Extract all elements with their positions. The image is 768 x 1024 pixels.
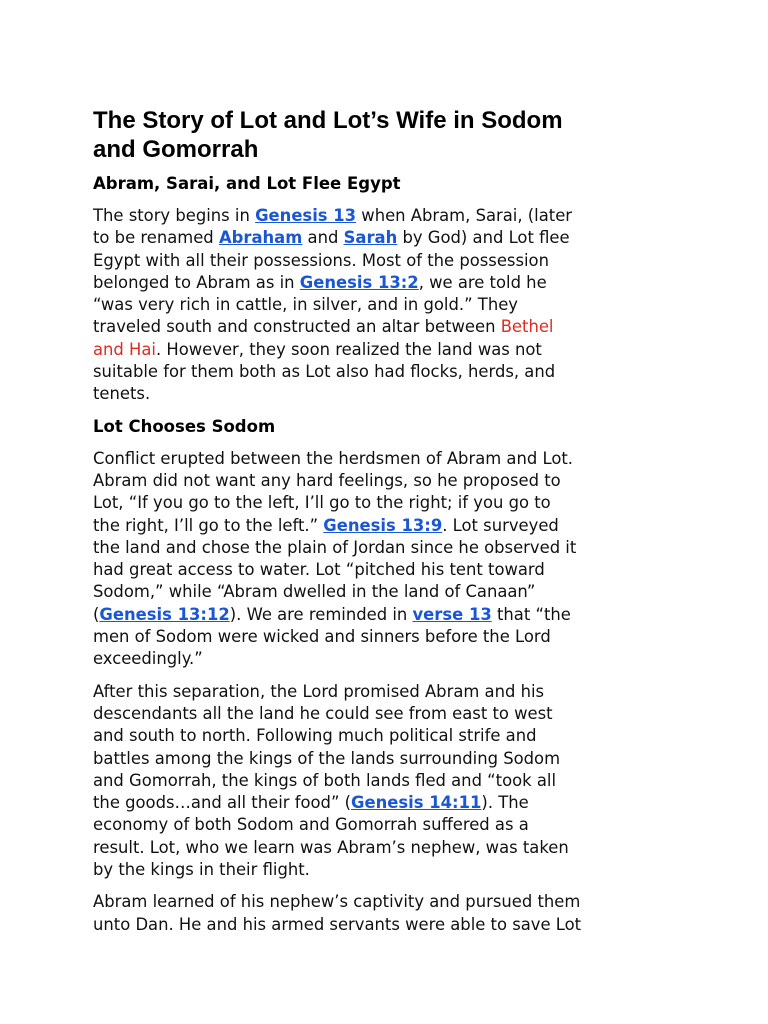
text: . Lot surveyed — [442, 515, 559, 535]
section-heading-flee-egypt: Abram, Sarai, and Lot Flee Egypt — [93, 174, 401, 193]
text: and — [302, 228, 344, 248]
section-heading-lot-chooses-sodom: Lot Chooses Sodom — [93, 416, 276, 436]
text: unto Dan. He and his armed servants were able to save Lot — [93, 914, 582, 934]
text: . However, they soon realized the land was not — [155, 339, 542, 359]
text: “was very rich in cattle, in silver, and in gold.” They — [93, 295, 518, 315]
text: The story begins in — [93, 206, 256, 225]
paragraph-conflict — [93, 448, 693, 671]
text: result. Lot, who we learn was Abram’s nephew, was taken — [93, 837, 569, 857]
text: when Abram, Sarai, (later — [356, 206, 573, 225]
text: Lot, “If you go to the left, I’ll go to the right; if you go to — [93, 493, 551, 513]
page-title — [93, 106, 693, 164]
text: Egypt with all their possessions. Most of the possession — [93, 250, 549, 270]
text: exceedingly.” — [93, 649, 203, 669]
text: After this separation, the Lord promised Abram and his — [93, 681, 545, 701]
text: the goods…and all their food” ( — [93, 793, 352, 813]
text: to be renamed — [93, 228, 219, 248]
text: ( — [93, 604, 100, 624]
document-page — [93, 106, 693, 946]
text: the right, I’ll go to the left.” — [93, 515, 324, 535]
text: the land and chose the plain of Jordan since he observed it — [93, 537, 577, 557]
text: Abram did not want any hard feelings, so he proposed to — [93, 470, 561, 490]
link-genesis-13-2[interactable]: Genesis 13:2 — [299, 272, 419, 292]
text: battles among the kings of the lands surrounding Sodom — [93, 748, 561, 768]
text: tenets. — [93, 384, 151, 404]
text: men of Sodom were wicked and sinners before the Lord — [93, 627, 551, 647]
text: traveled south and constructed an altar between — [93, 317, 501, 337]
text: economy of both Sodom and Gomorrah suffered as a — [93, 815, 529, 835]
link-sarah[interactable]: Sarah — [343, 228, 398, 248]
link-genesis-13[interactable]: Genesis 13 — [255, 206, 357, 225]
text: Sodom,” while “Abram dwelled in the land of Canaan” — [93, 582, 536, 602]
title-line-2: and Gomorrah — [93, 136, 259, 163]
place-hai: and Hai — [93, 339, 156, 359]
text: by the kings in their flight. — [93, 860, 310, 880]
text: by God) and Lot flee — [397, 228, 570, 248]
paragraph-captivity — [93, 891, 693, 936]
link-genesis-14-11[interactable]: Genesis 14:11 — [351, 793, 482, 813]
link-abraham[interactable]: Abraham — [218, 228, 303, 248]
place-bethel: Bethel — [500, 317, 554, 337]
title-line-1: The Story of Lot and Lot’s Wife in Sodom — [93, 107, 563, 134]
text: ). We are reminded in — [229, 604, 413, 624]
text: and Gomorrah, the kings of both lands fled and “took all — [93, 770, 557, 790]
text: had great access to water. Lot “pitched his tent toward — [93, 560, 545, 580]
link-verse-13[interactable]: verse 13 — [412, 604, 492, 624]
link-genesis-13-12[interactable]: Genesis 13:12 — [99, 604, 230, 624]
text: ). The — [481, 793, 529, 813]
text: descendants all the land he could see from east to west — [93, 703, 553, 723]
text: Abram learned of his nephew’s captivity and pursued them — [93, 892, 581, 912]
text: , we are told he — [418, 272, 547, 292]
text: and south to north. Following much political strife and — [93, 726, 537, 746]
text: that “the — [491, 604, 571, 624]
link-genesis-13-9[interactable]: Genesis 13:9 — [323, 515, 443, 535]
text: suitable for them both as Lot also had flocks, herds, and — [93, 362, 556, 382]
paragraph-flee-egypt — [93, 205, 693, 406]
text: belonged to Abram as in — [93, 272, 300, 292]
paragraph-separation — [93, 681, 693, 882]
text: Conflict erupted between the herdsmen of Abram and Lot. — [93, 448, 573, 468]
